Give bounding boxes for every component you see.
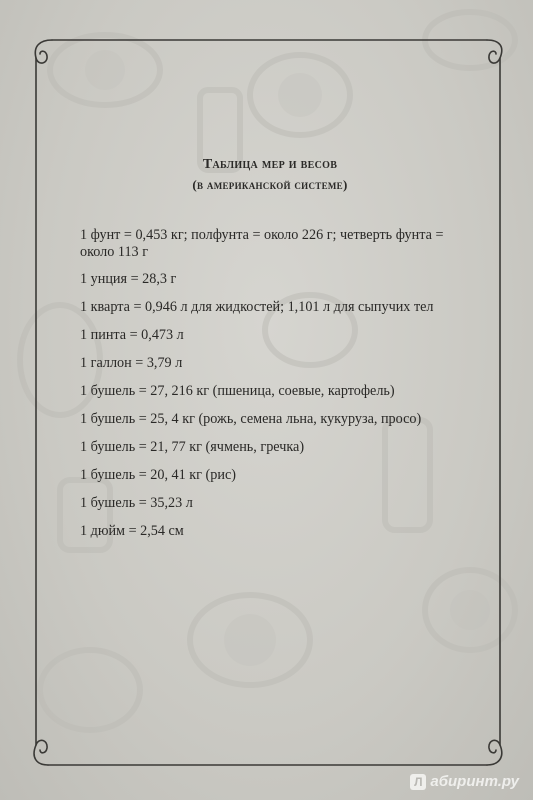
measure-entry-bushel-barley: 1 бушель = 21, 77 кг (ячмень, гречка) — [80, 439, 305, 455]
measure-entry-bushel-volume: 1 бушель = 35,23 л — [80, 495, 193, 511]
measures-list — [80, 227, 480, 551]
measure-entry-bushel-rice: 1 бушель = 20, 41 кг (рис) — [80, 467, 236, 483]
table-subtitle: (в американской системе) — [192, 177, 348, 192]
labirint-watermark — [410, 773, 519, 790]
labirint-logo-icon: Л — [410, 774, 426, 790]
measure-entry-ounce: 1 унция = 28,3 г — [80, 271, 177, 287]
table-title: Таблица мер и весов — [202, 157, 338, 172]
measure-entry-gallon: 1 галлон = 3,79 л — [80, 355, 183, 371]
measure-entry-quart: 1 кварта = 0,946 л для жидкостей; 1,101 л для сыпучих тел — [80, 299, 434, 315]
measure-entry-bushel-wheat: 1 бушель = 27, 216 кг (пшеница, соевые, картофель) — [80, 383, 395, 399]
measure-entry-pound: 1 фунт = 0,453 кг; полфунта = около 226 г; четверть фунта = около 113 г — [80, 227, 444, 260]
measure-entry-pint: 1 пинта = 0,473 л — [80, 327, 184, 343]
watermark-text: абиринт.ру — [430, 773, 519, 790]
measure-entry-bushel-rye: 1 бушель = 25, 4 кг (рожь, семена льна, кукуруза, просо) — [80, 411, 422, 427]
measure-entry-inch: 1 дюйм = 2,54 см — [80, 523, 184, 539]
